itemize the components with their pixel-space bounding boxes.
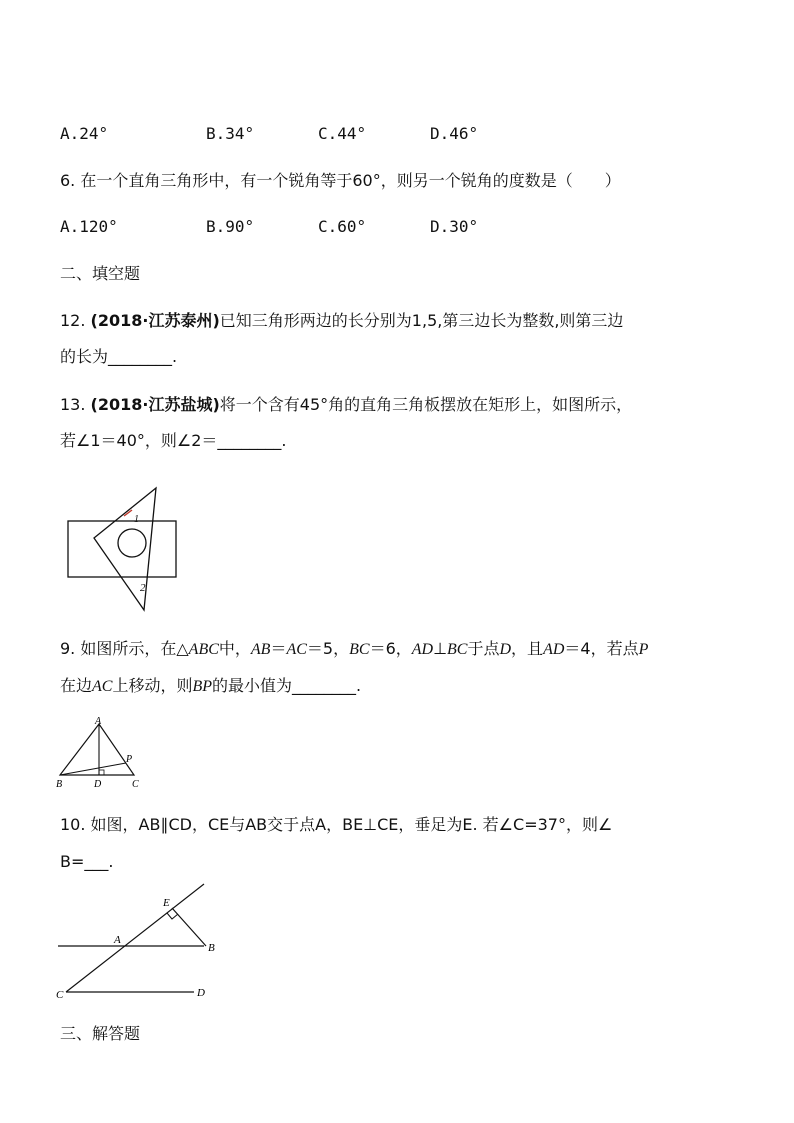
q9-var: AD [543, 641, 565, 658]
q9-text: ＝5， [306, 639, 350, 658]
q5-option-b: B.34° [206, 124, 255, 143]
q9-var: BP [192, 678, 213, 695]
label-a: A [95, 716, 102, 727]
right-angle-mark [167, 913, 178, 919]
q9-var: BC [349, 641, 370, 658]
q9-text: 中， [218, 639, 251, 658]
segment-be [172, 908, 206, 946]
q9-var: AB [250, 641, 271, 658]
q9-line2 [60, 676, 361, 697]
label-e: E [163, 897, 170, 909]
q10-figure [52, 880, 232, 1005]
q13-source: (2018·江苏盐城) [90, 395, 220, 414]
q10-line1: 10. 如图，AB∥CD，CE与AB交于点A，BE⊥CE，垂足为E. 若∠C=37°，则∠ [60, 815, 613, 834]
q6-option-d: D.30° [430, 217, 479, 236]
q12-line1 [60, 311, 623, 331]
q9-text: ，且 [511, 639, 544, 658]
q13-number: 13. [60, 395, 86, 414]
q9-var: AC [286, 641, 307, 658]
q9-var: D [499, 641, 512, 658]
q9-text: 上移动，则 [112, 676, 193, 695]
q12-source: (2018·江苏泰州) [90, 311, 220, 330]
q13-line2: 若∠1＝40°，则∠2＝________. [60, 431, 287, 450]
q9-text: 9. 如图所示，在△ [60, 639, 189, 658]
q6-stem: 6. 在一个直角三角形中，有一个锐角等于60°，则另一个锐角的度数是（ ） [60, 171, 621, 190]
triangle-abc [60, 724, 134, 775]
angle-1-label: 1 [134, 514, 139, 525]
right-angle-mark [99, 770, 104, 775]
q6-option-b: B.90° [206, 217, 255, 236]
segment-bp [60, 763, 126, 775]
circle-hole-shape [118, 529, 146, 557]
label-d: D [94, 779, 102, 790]
q9-var: AC [92, 678, 113, 695]
label-b: B [208, 942, 215, 954]
angle-2-label: 2 [140, 582, 146, 594]
q9-text: 在边 [60, 676, 93, 695]
q9-var: ABC [188, 641, 219, 658]
q9-line1 [60, 639, 648, 660]
q9-figure [52, 715, 152, 795]
q9-var: BC [447, 641, 468, 658]
label-c: C [56, 989, 64, 1001]
q10-line2: B=___. [60, 852, 114, 871]
q13-text: 将一个含有45°角的直角三角板摆放在矩形上，如图所示， [219, 395, 633, 414]
q5-option-d: D.46° [430, 124, 479, 143]
q9-text: ＝ [270, 639, 287, 658]
label-p: P [126, 754, 133, 765]
q9-var: AD [411, 641, 434, 658]
q9-text: 于点 [467, 639, 500, 658]
q13-figure [60, 480, 190, 615]
label-c: C [132, 779, 139, 790]
section-heading-fill-blank: 二、填空题 [60, 264, 141, 283]
label-d: D [197, 987, 205, 999]
q13-line1 [60, 395, 632, 415]
q5-option-a: A.24° [60, 124, 109, 143]
q12-line2: 的长为________. [60, 347, 178, 366]
q12-number: 12. [60, 311, 86, 330]
q9-text: ＝6， [369, 639, 412, 658]
section-heading-answer: 三、解答题 [60, 1024, 141, 1043]
q12-text: 已知三角形两边的长分别为1,5,第三边长为整数,则第三边 [219, 311, 624, 330]
line-ce [66, 884, 204, 992]
q5-option-c: C.44° [318, 124, 367, 143]
q6-option-a: A.120° [60, 217, 118, 236]
label-b: B [56, 779, 63, 790]
label-a: A [114, 934, 121, 946]
q9-var: P [638, 641, 649, 658]
q6-option-c: C.60° [318, 217, 367, 236]
rectangle-shape [68, 521, 176, 577]
q9-text: 的最小值为________. [212, 676, 362, 695]
triangle-ruler-shape [94, 488, 156, 610]
q9-text: ＝4，若点 [564, 639, 639, 658]
q9-text: ⊥ [433, 639, 448, 658]
